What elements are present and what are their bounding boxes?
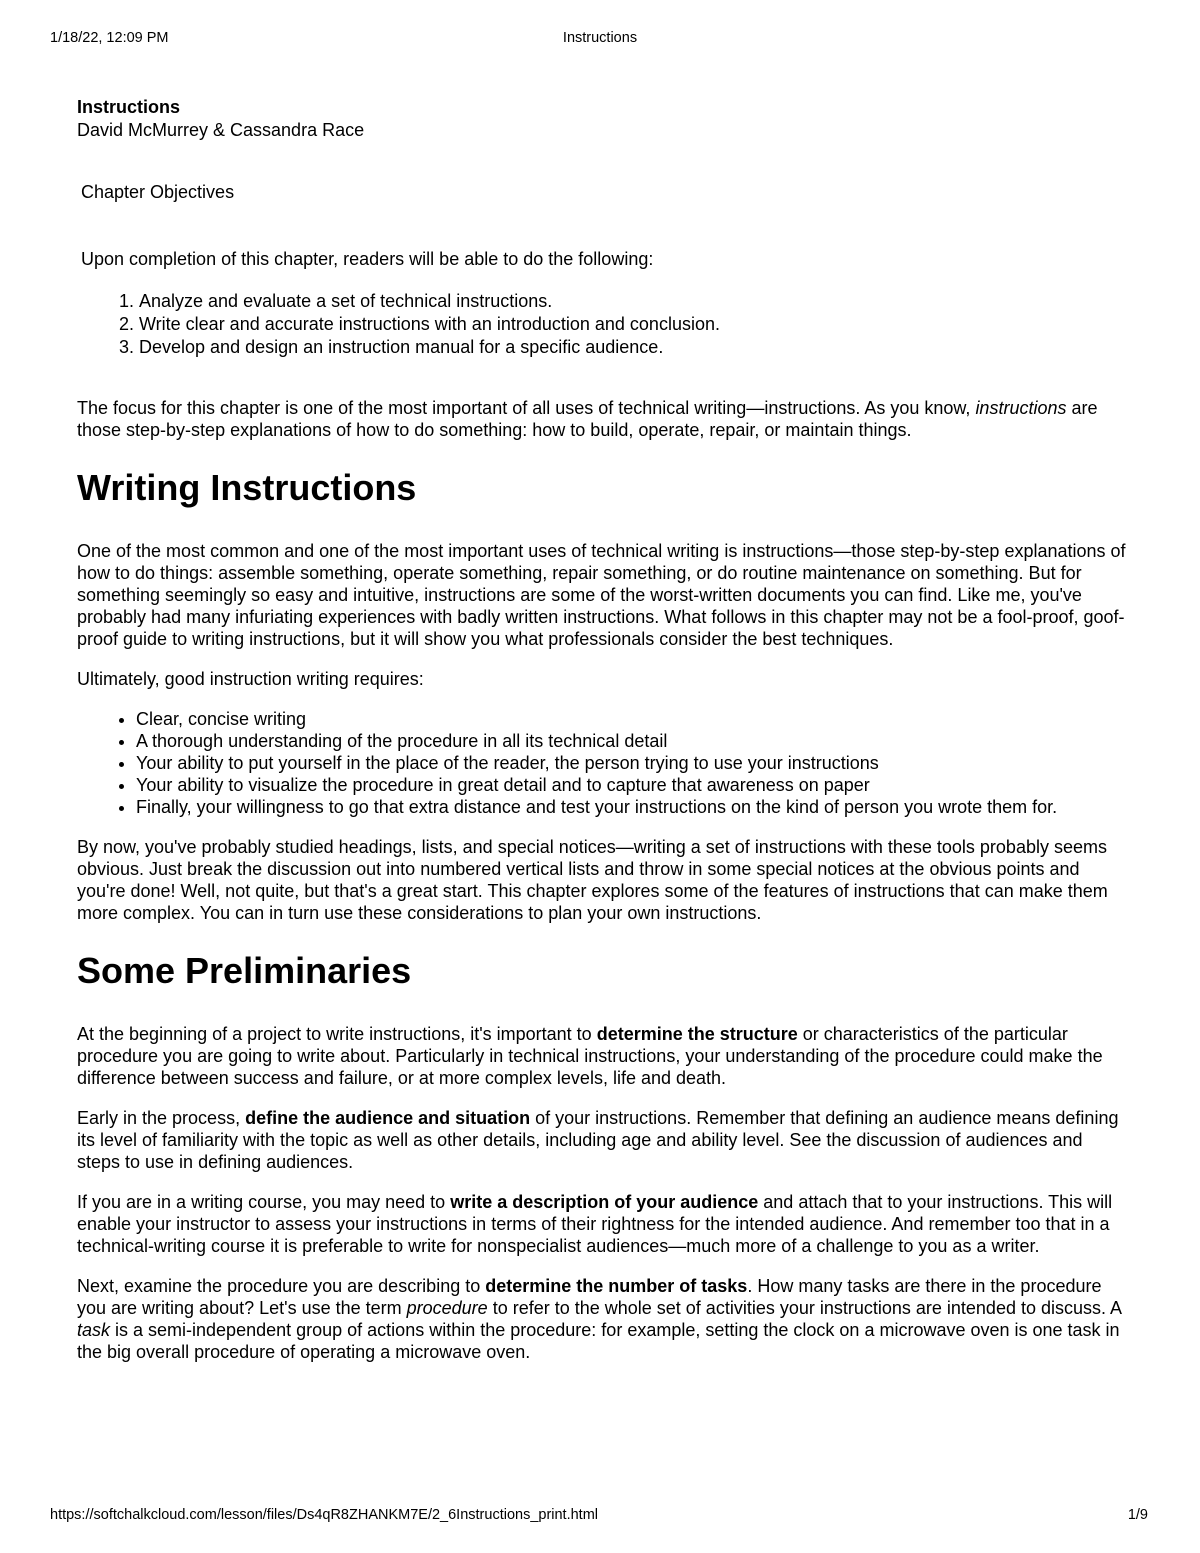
paragraph: Early in the process, define the audience and situation of your instructions. Remember that defining an audience means defining its level of familiarity with the topic as well as other details, including age and ability level. See the discussion of audiences and steps to use in defining audiences. (77, 1108, 1119, 1172)
document-body (77, 96, 1127, 1363)
section-heading-writing-instructions: Writing Instructions (77, 467, 417, 508)
paragraph: Ultimately, good instruction writing requires: (77, 669, 424, 689)
print-header (50, 30, 1150, 50)
paragraph: Next, examine the procedure you are describing to determine the number of tasks. How many tasks are there in the procedure you are writing about? Let's use the term procedure to refer to the whole set of activities your instructions are intended to discuss. A task is a semi-independent group of actions within the procedure: for example, setting the clock on a microwave oven is one task in the big overall procedure of operating a microwave oven. (77, 1276, 1122, 1362)
requirements-list (77, 708, 1127, 818)
list-item: • Finally, your willingness to go that extra distance and test your instructions on the kind of person you wrote them for. (136, 796, 1127, 818)
print-page-title: Instructions (562, 30, 638, 46)
list-item: 3. Develop and design an instruction manual for a specific audience. (139, 336, 1127, 359)
document-title: Instructions (77, 97, 181, 117)
paragraph: By now, you've probably studied headings, lists, and special notices—writing a set of instructions with these tools probably seems obvious. Just break the discussion out into numbered vertical lists and throw in some special notices at the obvious points and you're done! Well, not quite, but that's a great start. This chapter explores some of the features of instructions that can make them more complex. You can in turn use these considerations to plan your own instructions. (77, 837, 1108, 923)
paragraph: At the beginning of a project to write instructions, it's important to determine the structure or characteristics of the particular procedure you are going to write about. Particularly in technical instructions, your understanding of the procedure could make the difference between success and failure, or at more complex levels, life and death. (77, 1024, 1103, 1088)
focus-paragraph: The focus for this chapter is one of the most important of all uses of technical writing—instructions. As you know, instructions are those step-by-step explanations of how to do something: how to build, operate, repair, or maintain things. (77, 398, 1098, 440)
objectives-list (77, 290, 1127, 359)
print-datetime: 1/18/22, 12:09 PM (50, 30, 169, 46)
list-item: • A thorough understanding of the procedure in all its technical detail (136, 730, 1127, 752)
print-url: https://softchalkcloud.com/lesson/files/Ds4qR8ZHANKM7E/2_6Instructions_print.html (50, 1507, 599, 1523)
list-item: • Your ability to put yourself in the place of the reader, the person trying to use your instructions (136, 752, 1127, 774)
print-footer (50, 1507, 1148, 1527)
list-item: • Your ability to visualize the procedure in great detail and to capture that awareness on paper (136, 774, 1127, 796)
chapter-objectives-heading: Chapter Objectives (81, 182, 235, 202)
page-number: 1/9 (1127, 1507, 1148, 1523)
objectives-intro: Upon completion of this chapter, readers will be able to do the following: (81, 249, 654, 269)
paragraph: If you are in a writing course, you may need to write a description of your audience and attach that to your instructions. This will enable your instructor to assess your instructions in terms of their rightness for the intended audience. And remember too that in a technical-writing course it is preferable to write for nonspecialist audiences—much more of a challenge to you as a writer. (77, 1192, 1113, 1256)
list-item: 1. Analyze and evaluate a set of technical instructions. (139, 290, 1127, 313)
section-heading-some-preliminaries: Some Preliminaries (77, 950, 412, 991)
list-item: • Clear, concise writing (136, 708, 1127, 730)
document-authors: David McMurrey & Cassandra Race (77, 120, 365, 140)
paragraph: One of the most common and one of the most important uses of technical writing is instructions—those step-by-step explanations of how to do things: assemble something, operate something, repair something, or do routine maintenance on something. But for something seemingly so easy and intuitive, instructions are some of the worst-written documents you can find. Like me, you've probably had many infuriating experiences with badly written instructions. What follows in this chapter may not be a fool-proof, goof-proof guide to writing instructions, but it will show you what professionals consider the best techniques. (77, 541, 1126, 649)
list-item: 2. Write clear and accurate instructions with an introduction and conclusion. (139, 313, 1127, 336)
